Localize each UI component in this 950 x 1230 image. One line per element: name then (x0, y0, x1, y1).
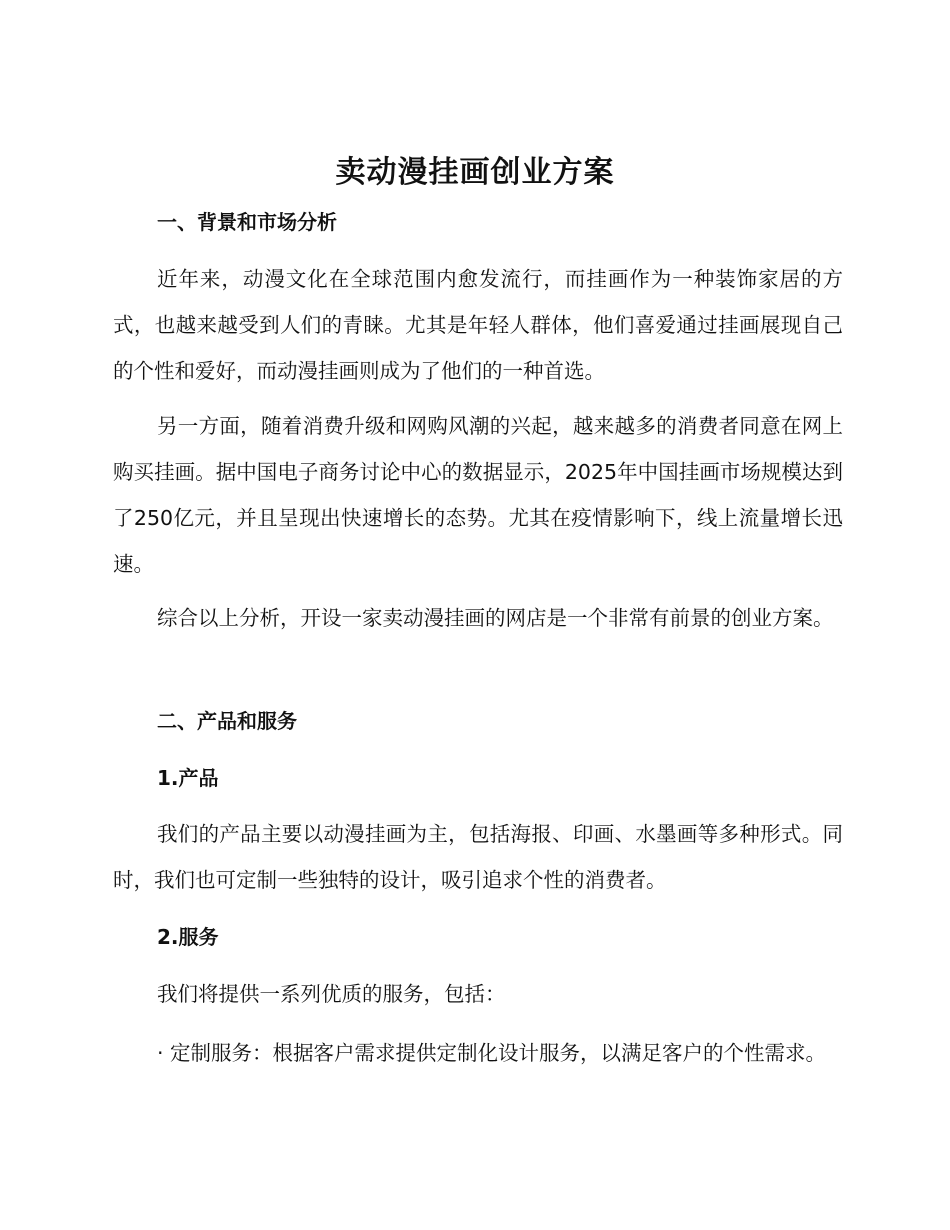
document-title: 卖动漫挂画创业方案 (335, 155, 615, 190)
subheading-services: 2.服务 (157, 925, 219, 949)
list-item-custom-service: · 定制服务：根据客户需求提供定制化设计服务，以满足客户的个性需求。 (157, 1041, 827, 1065)
section-heading-products-services: 二、产品和服务 (157, 709, 297, 733)
paragraph-conclusion: 综合以上分析，开设一家卖动漫挂画的网店是一个非常有前景的创业方案。 (157, 606, 834, 630)
paragraph-intro: 近年来，动漫文化在全球范围内愈发流行，而挂画作为一种装饰家居的方式，也越来越受到人们的青睐。尤其是年轻人群体，他们喜爱通过挂画展现自己的个性和爱好，而动漫挂画则成为了他们的一种首选。 (113, 267, 843, 383)
paragraph-products: 我们的产品主要以动漫挂画为主，包括海报、印画、水墨画等多种形式。同时，我们也可定制一些独特的设计，吸引追求个性的消费者。 (113, 822, 843, 892)
paragraph-services-intro: 我们将提供一系列优质的服务，包括： (157, 982, 506, 1006)
paragraph-market-data: 另一方面，随着消费升级和网购风潮的兴起，越来越多的消费者同意在网上购买挂画。据中国电子商务讨论中心的数据显示，2025年中国挂画市场规模达到了250亿元，并且呈现出快速增长的态势。尤其在疫情影响下，线上流量增长迅速。 (113, 414, 843, 576)
subheading-products: 1.产品 (157, 766, 219, 790)
section-heading-background: 一、背景和市场分析 (157, 210, 337, 234)
